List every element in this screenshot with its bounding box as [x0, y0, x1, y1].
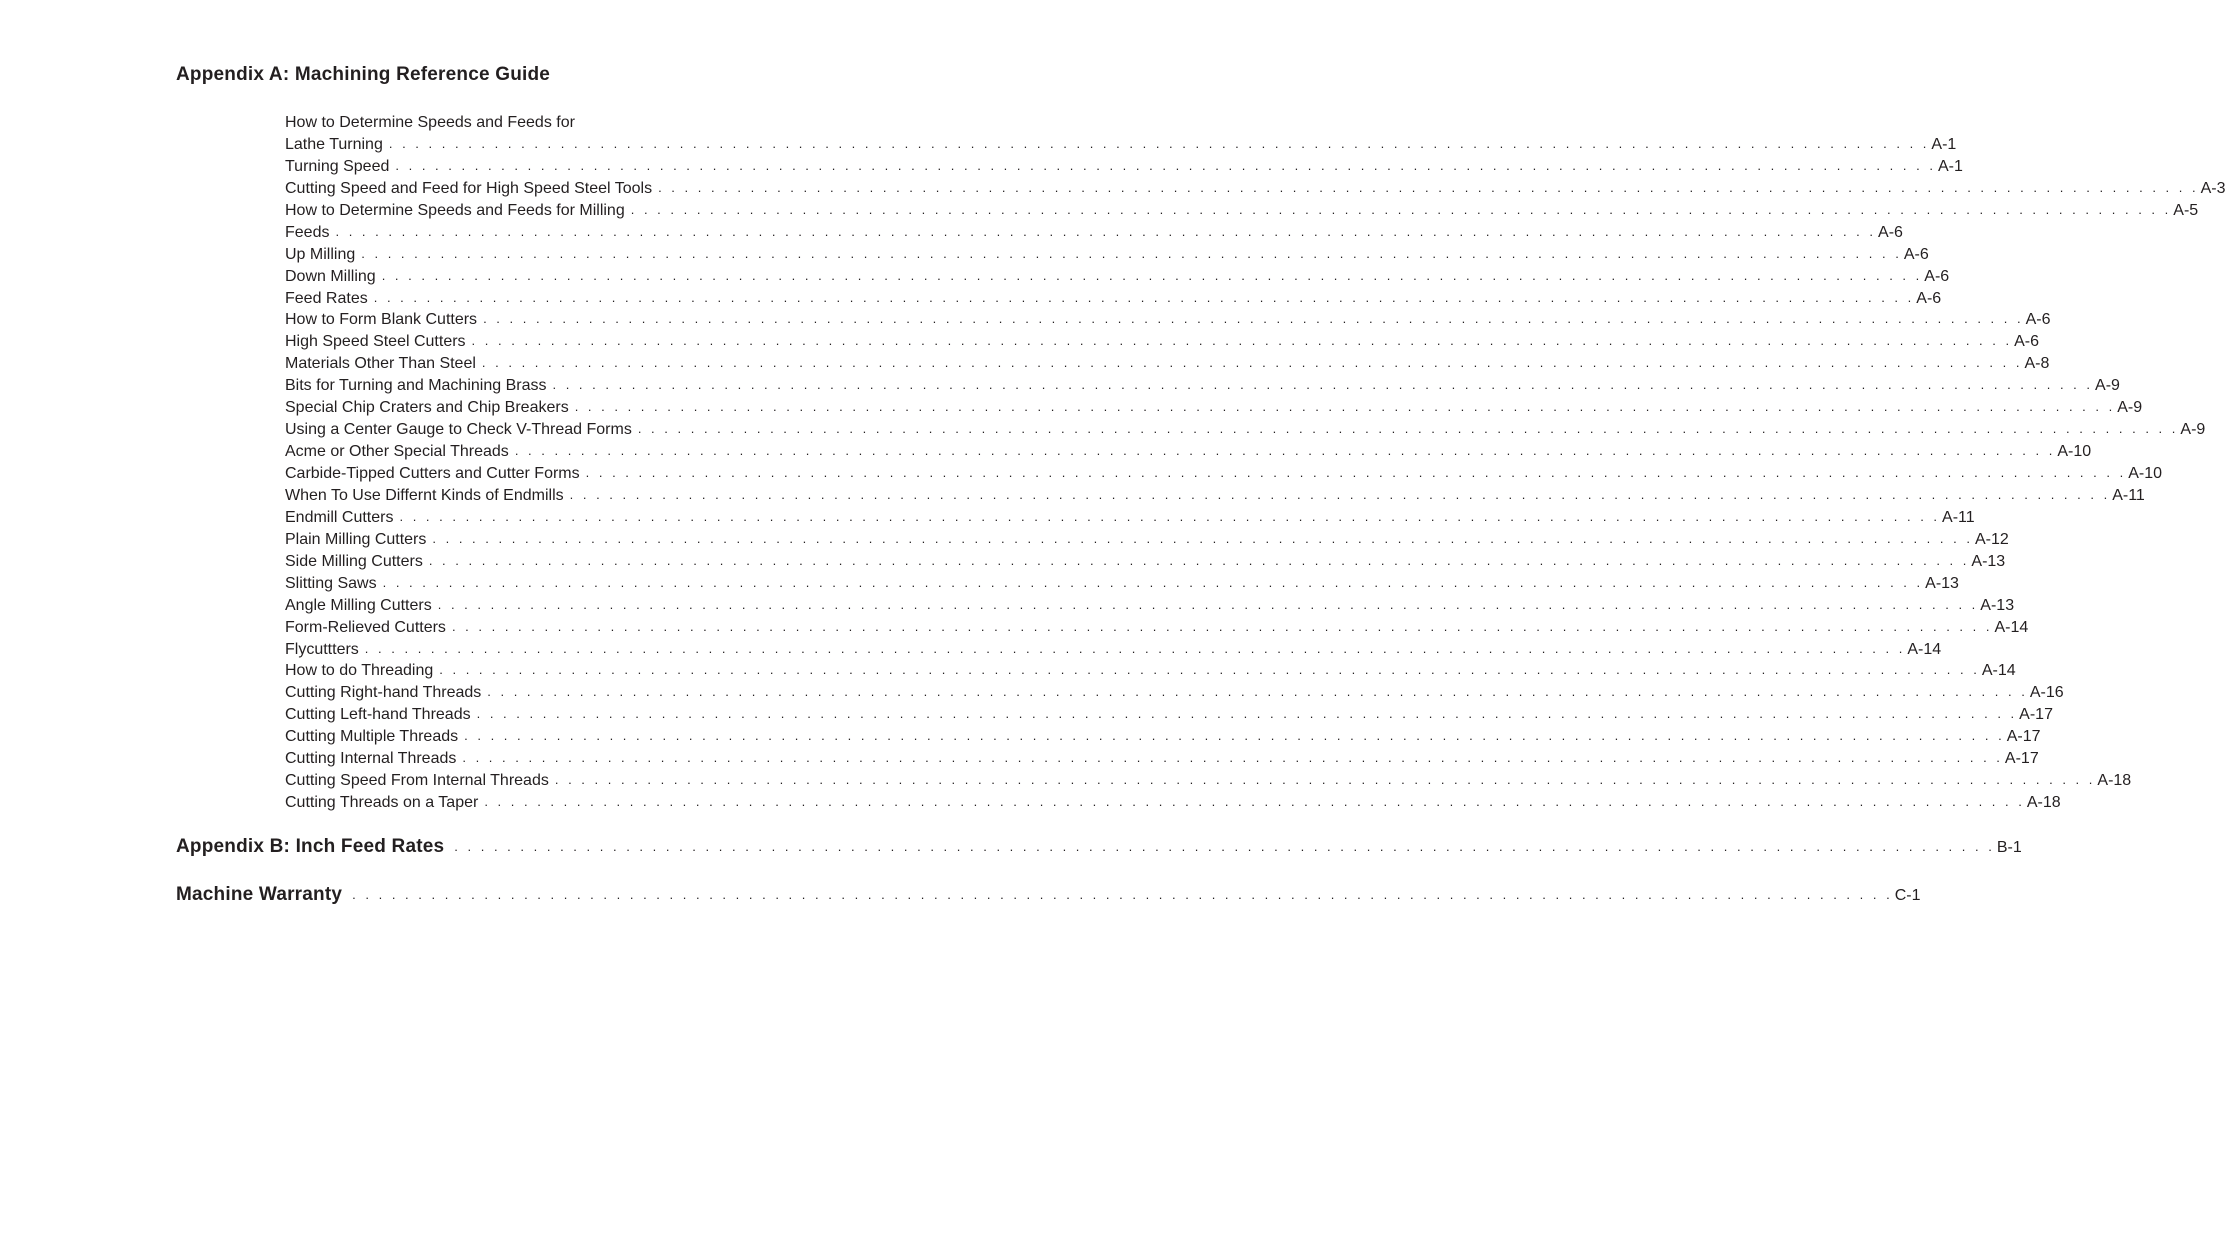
toc-entry-page-number: A-9 [2117, 399, 2143, 417]
toc-entry-page-number: A-9 [2095, 377, 2120, 395]
dot-leader: . . . . . . . . . . . . . . . . . . . . . . . . . . . . . . . . . . . . . . . . . . . . . . . . . . . . . . . . . . . . . . . . . . . . . . . . . . . . . . . . . . . . . . . . . . . . . . . . . . . . . . . . . . . . . . . . . . . . . [574, 399, 2116, 415]
toc-entry[interactable] [285, 748, 2039, 770]
dot-leader: . . . . . . . . . . . . . . . . . . . . . . . . . . . . . . . . . . . . . . . . . . . . . . . . . . . . . . . . . . . . . . . . . . . . . . . . . . . . . . . . . . . . . . . . . . . . . . . . . . . . . . . . . . . . . . . . . . . . . [481, 355, 2023, 371]
dot-leader: . . . . . . . . . . . . . . . . . . . . . . . . . . . . . . . . . . . . . . . . . . . . . . . . . . . . . . . . . . . . . . . . . . . . . . . . . . . . . . . . . . . . . . . . . . . . . . . . . . . . . . . . . . . . . . . . . . . . . [637, 421, 2179, 437]
dot-leader: . . . . . . . . . . . . . . . . . . . . . . . . . . . . . . . . . . . . . . . . . . . . . . . . . . . . . . . . . . . . . . . . . . . . . . . . . . . . . . . . . . . . . . . . . . . . . . . . . . . . . . . . . . . . . . . . . . . . . [552, 377, 2094, 393]
toc-entry[interactable] [285, 244, 1929, 266]
toc-entry-title: Cutting Speed and Feed for High Speed Steel Tools [285, 179, 653, 197]
toc-entry-title: Bits for Turning and Machining Brass [285, 377, 547, 395]
toc-entry-title: Acme or Other Special Threads [285, 443, 509, 461]
toc-entry[interactable] [285, 200, 2199, 222]
dot-leader: . . . . . . . . . . . . . . . . . . . . . . . . . . . . . . . . . . . . . . . . . . . . . . . . . . . . . . . . . . . . . . . . . . . . . . . . . . . . . . . . . . . . . . . . . . . . . . . . . . . . . . . . . . . . . . . . . . . . . [484, 794, 2025, 810]
dot-leader: . . . . . . . . . . . . . . . . . . . . . . . . . . . . . . . . . . . . . . . . . . . . . . . . . . . . . . . . . . . . . . . . . . . . . . . . . . . . . . . . . . . . . . . . . . . . . . . . . . . . . . . . . . . . . . . . . . . . . [487, 684, 2028, 700]
toc-entry-page-number: A-6 [2025, 311, 2051, 329]
appendix-b-heading: Appendix B: Inch Feed Rates [176, 836, 445, 857]
toc-entry-page-number: A-6 [1903, 245, 1929, 263]
toc-entry[interactable] [285, 441, 2092, 463]
toc-entry[interactable] [285, 134, 1957, 156]
dot-leader: . . . . . . . . . . . . . . . . . . . . . . . . . . . . . . . . . . . . . . . . . . . . . . . . . . . . . . . . . . . . . . . . . . . . . . . . . . . . . . . . . . . . . . . . . . . . . . . . . . . . . . . . . . . . . . . . . . . . . [437, 596, 1979, 612]
toc-entry [285, 112, 778, 134]
toc-entry-title: Lathe Turning [285, 135, 383, 153]
toc-entry-title: Special Chip Craters and Chip Breakers [285, 399, 569, 417]
toc-entry[interactable] [285, 419, 2206, 441]
dot-leader: . . . . . . . . . . . . . . . . . . . . . . . . . . . . . . . . . . . . . . . . . . . . . . . . . . . . . . . . . . . . . . . . . . . . . . . . . . . . . . . . . . . . . . . . . . . . . . . . . . . . . . . . . . . . . . . . . . . . . [335, 223, 1877, 239]
appendix-b-toc-entry[interactable] [176, 833, 2022, 861]
toc-entry-title: How to Determine Speeds and Feeds for [285, 114, 575, 131]
dot-leader: . . . . . . . . . . . . . . . . . . . . . . . . . . . . . . . . . . . . . . . . . . . . . . . . . . . . . . . . . . . . . . . . . . . . . . . . . . . . . . . . . . . . . . . . . . . . . . . . . . . . . . . . . . . . . . . . . . . . . [432, 530, 1973, 546]
toc-entry-title: Cutting Threads on a Taper [285, 794, 479, 812]
toc-entry-title: Flycuttters [285, 640, 359, 658]
toc-entry[interactable] [285, 309, 2051, 331]
dot-leader: . . . . . . . . . . . . . . . . . . . . . . . . . . . . . . . . . . . . . . . . . . . . . . . . . . . . . . . . . . . . . . . . . . . . . . . . . . . . . . . . . . . . . . . . . . . . . . . . . . . . . . . . . . . . . . . . . . . . . [352, 887, 1893, 902]
toc-entry-page-number: A-13 [1980, 596, 2015, 614]
toc-entry-page-number: A-10 [2057, 443, 2092, 461]
toc-entry-page-number: A-1 [1931, 135, 1957, 153]
toc-entry-title: Slitting Saws [285, 574, 377, 592]
toc-entry-title: Cutting Internal Threads [285, 750, 457, 768]
toc-entry-page-number: A-17 [2006, 728, 2041, 746]
dot-leader: . . . . . . . . . . . . . . . . . . . . . . . . . . . . . . . . . . . . . . . . . . . . . . . . . . . . . . . . . . . . . . . . . . . . . . . . . . . . . . . . . . . . . . . . . . . . . . . . . . . . . . . . . . . . . . . . . . . . . [483, 311, 2024, 327]
toc-entry-title: Turning Speed [285, 157, 390, 175]
toc-entry-page-number: A-14 [1981, 662, 2016, 680]
dot-leader: . . . . . . . . . . . . . . . . . . . . . . . . . . . . . . . . . . . . . . . . . . . . . . . . . . . . . . . . . . . . . . . . . . . . . . . . . . . . . . . . . . . . . . . . . . . . . . . . . . . . . . . . . . . . . . . . . . . . . [554, 772, 2096, 788]
dot-leader: . . . . . . . . . . . . . . . . . . . . . . . . . . . . . . . . . . . . . . . . . . . . . . . . . . . . . . . . . . . . . . . . . . . . . . . . . . . . . . . . . . . . . . . . . . . . . . . . . . . . . . . . . . . . . . . . . . . . . [381, 267, 1923, 283]
dot-leader: . . . . . . . . . . . . . . . . . . . . . . . . . . . . . . . . . . . . . . . . . . . . . . . . . . . . . . . . . . . . . . . . . . . . . . . . . . . . . . . . . . . . . . . . . . . . . . . . . . . . . . . . . . . . . . . . . . . . . [428, 552, 1970, 568]
dot-leader: . . . . . . . . . . . . . . . . . . . . . . . . . . . . . . . . . . . . . . . . . . . . . . . . . . . . . . . . . . . . . . . . . . . . . . . . . . . . . . . . . . . . . . . . . . . . . . . . . . . . . . . . . . . . . . . . . . . . . [364, 640, 1906, 656]
toc-entry-title: Feeds [285, 223, 330, 241]
toc-entry[interactable] [285, 660, 2016, 682]
appendix-a-heading: Appendix A: Machining Reference Guide [176, 64, 551, 85]
toc-entry-page-number: A-14 [1994, 618, 2029, 636]
toc-entry-title: Plain Milling Cutters [285, 530, 427, 548]
toc-entry-title: High Speed Steel Cutters [285, 333, 466, 351]
toc-entry[interactable] [285, 639, 1942, 661]
toc-entry-title: Cutting Multiple Threads [285, 728, 459, 746]
dot-leader: . . . . . . . . . . . . . . . . . . . . . . . . . . . . . . . . . . . . . . . . . . . . . . . . . . . . . . . . . . . . . . . . . . . . . . . . . . . . . . . . . . . . . . . . . . . . . . . . . . . . . . . . . . . . . . . . . . . . . [454, 839, 1995, 854]
toc-entry[interactable] [285, 704, 2053, 726]
dot-leader: . . . . . . . . . . . . . . . . . . . . . . . . . . . . . . . . . . . . . . . . . . . . . . . . . . . . . . . . . . . . . . . . . . . . . . . . . . . . . . . . . . . . . . . . . . . . . . . . . . . . . . . . . . . . . . . . . . . . . [630, 201, 2172, 217]
toc-entry-title: Feed Rates [285, 289, 368, 307]
toc-entry-page-number: A-9 [2180, 421, 2206, 439]
toc-entry[interactable] [285, 156, 1963, 178]
toc-entry[interactable] [285, 792, 2061, 814]
toc-entry-title: When To Use Differnt Kinds of Endmills [285, 486, 564, 504]
toc-entry[interactable] [285, 353, 2050, 375]
appendix-a-toc-list [285, 112, 2226, 814]
toc-entry-title: Endmill Cutters [285, 508, 394, 526]
toc-entry-page-number: A-6 [1916, 289, 1942, 307]
dot-leader: . . . . . . . . . . . . . . . . . . . . . . . . . . . . . . . . . . . . . . . . . . . . . . . . . . . . . . . . . . . . . . . . . . . . . . . . . . . . . . . . . . . . . . . . . . . . . . . . . . . . . . . . . . . . . . . . . . . . . [585, 465, 2127, 480]
toc-entry-page-number: A-12 [1974, 530, 2009, 548]
toc-entry-page-number: A-11 [1942, 508, 1975, 526]
toc-entry-title: How to do Threading [285, 662, 434, 680]
dot-leader: . . . . . . . . . . . . . . . . . . . . . . . . . . . . . . . . . . . . . . . . . . . . . . . . . . . . . . . . . . . . . . . . . . . . . . . . . . . . . . . . . . . . . . . . . . . . . . . . . . . . . . . . . . . . . . . . . . . . . [395, 157, 1936, 173]
toc-entry-title: Cutting Speed From Internal Threads [285, 772, 549, 790]
toc-entry-page-number: A-6 [1878, 223, 1903, 241]
toc-entry-page-number: A-8 [2024, 355, 2050, 373]
toc-entry-page-number: A-6 [2014, 333, 2040, 351]
toc-entry-title: Angle Milling Cutters [285, 596, 432, 614]
dot-leader: . . . . . . . . . . . . . . . . . . . . . . . . . . . . . . . . . . . . . . . . . . . . . . . . . . . . . . . . . . . . . . . . . . . . . . . . . . . . . . . . . . . . . . . . . . . . . . . . . . . . . . . . . . . . . . . . . . . . . [451, 618, 1993, 634]
toc-entry-page-number: A-3 [2200, 179, 2226, 197]
toc-entry-page-number: A-10 [2128, 465, 2162, 482]
toc-entry[interactable] [285, 397, 2143, 419]
toc-entry[interactable] [285, 617, 2029, 639]
dot-leader: . . . . . . . . . . . . . . . . . . . . . . . . . . . . . . . . . . . . . . . . . . . . . . . . . . . . . . . . . . . . . . . . . . . . . . . . . . . . . . . . . . . . . . . . . . . . . . . . . . . . . . . . . . . . . . . . . . . . . [658, 179, 2199, 195]
machine-warranty-heading: Machine Warranty [176, 884, 343, 905]
dot-leader: . . . . . . . . . . . . . . . . . . . . . . . . . . . . . . . . . . . . . . . . . . . . . . . . . . . . . . . . . . . . . . . . . . . . . . . . . . . . . . . . . . . . . . . . . . . . . . . . . . . . . . . . . . . . . . . . . . . . . [382, 574, 1924, 590]
dot-leader: . . . . . . . . . . . . . . . . . . . . . . . . . . . . . . . . . . . . . . . . . . . . . . . . . . . . . . . . . . . . . . . . . . . . . . . . . . . . . . . . . . . . . . . . . . . . . . . . . . . . . . . . . . . . . . . . . . . . . [361, 245, 1902, 261]
toc-entry-page-number: A-16 [2029, 684, 2064, 702]
toc-entry[interactable] [285, 463, 2162, 485]
dot-leader: . . . . . . . . . . . . . . . . . . . . . . . . . . . . . . . . . . . . . . . . . . . . . . . . . . . . . . . . . . . . . . . . . . . . . . . . . . . . . . . . . . . . . . . . . . . . . . . . . . . . . . . . . . . . . . . . . . . . . [514, 443, 2056, 459]
toc-entry-title: How to Form Blank Cutters [285, 311, 478, 329]
toc-entry[interactable] [285, 573, 1959, 595]
toc-entry[interactable] [285, 288, 1942, 310]
dot-leader: . . . . . . . . . . . . . . . . . . . . . . . . . . . . . . . . . . . . . . . . . . . . . . . . . . . . . . . . . . . . . . . . . . . . . . . . . . . . . . . . . . . . . . . . . . . . . . . . . . . . . . . . . . . . . . . . . . . . . [399, 508, 1941, 524]
toc-entry[interactable] [285, 726, 2041, 748]
toc-entry-title: Down Milling [285, 267, 376, 285]
toc-entry-page-number: A-18 [2097, 772, 2132, 790]
toc-entry-page-number: A-11 [2112, 486, 2145, 504]
appendix-b-page-number: B-1 [1996, 839, 2022, 856]
toc-entry[interactable] [285, 595, 2015, 617]
toc-entry-title: Carbide-Tipped Cutters and Cutter Forms [285, 465, 580, 482]
toc-entry[interactable] [285, 331, 2040, 353]
toc-entry-page-number: A-18 [2026, 794, 2061, 812]
toc-entry-page-number: A-14 [1907, 640, 1942, 658]
toc-entry-page-number: A-13 [1925, 574, 1959, 592]
dot-leader: . . . . . . . . . . . . . . . . . . . . . . . . . . . . . . . . . . . . . . . . . . . . . . . . . . . . . . . . . . . . . . . . . . . . . . . . . . . . . . . . . . . . . . . . . . . . . . . . . . . . . . . . . . . . . . . . . . . . . [439, 662, 1980, 678]
toc-entry-page-number: A-5 [2173, 201, 2199, 219]
toc-entry-page-number: A-17 [2004, 750, 2039, 768]
toc-entry-page-number: A-17 [2019, 706, 2053, 724]
toc-entry[interactable] [285, 551, 2006, 573]
toc-entry[interactable] [285, 770, 2132, 792]
toc-entry[interactable] [285, 375, 2120, 397]
toc-entry-title: Cutting Left-hand Threads [285, 706, 471, 724]
toc-entry[interactable] [285, 222, 1903, 244]
toc-entry-page-number: A-1 [1937, 157, 1963, 175]
dot-leader: . . . . . . . . . . . . . . . . . . . . . . . . . . . . . . . . . . . . . . . . . . . . . . . . . . . . . . . . . . . . . . . . . . . . . . . . . . . . . . . . . . . . . . . . . . . . . . . . . . . . . . . . . . . . . . . . . . . . . [462, 750, 2003, 766]
dot-leader: . . . . . . . . . . . . . . . . . . . . . . . . . . . . . . . . . . . . . . . . . . . . . . . . . . . . . . . . . . . . . . . . . . . . . . . . . . . . . . . . . . . . . . . . . . . . . . . . . . . . . . . . . . . . . . . . . . . . . [464, 728, 2005, 744]
machine-warranty-page-number: C-1 [1894, 887, 1921, 904]
toc-entry-title: Up Milling [285, 245, 356, 263]
dot-leader: . . . . . . . . . . . . . . . . . . . . . . . . . . . . . . . . . . . . . . . . . . . . . . . . . . . . . . . . . . . . . . . . . . . . . . . . . . . . . . . . . . . . . . . . . . . . . . . . . . . . . . . . . . . . . . . . . . . . . [471, 333, 2013, 349]
toc-entry-title: Form-Relieved Cutters [285, 618, 446, 636]
toc-entry-title: Using a Center Gauge to Check V-Thread Forms [285, 421, 632, 439]
toc-entry[interactable] [285, 529, 2009, 551]
toc-entry-page-number: A-6 [1924, 267, 1950, 285]
toc-entry[interactable] [285, 485, 2145, 507]
machine-warranty-toc-entry[interactable] [176, 881, 1921, 909]
dot-leader: . . . . . . . . . . . . . . . . . . . . . . . . . . . . . . . . . . . . . . . . . . . . . . . . . . . . . . . . . . . . . . . . . . . . . . . . . . . . . . . . . . . . . . . . . . . . . . . . . . . . . . . . . . . . . . . . . . . . . [476, 706, 2018, 722]
toc-entry-title: Side Milling Cutters [285, 552, 423, 570]
toc-entry[interactable] [285, 178, 2226, 200]
toc-entry-title: Materials Other Than Steel [285, 355, 476, 373]
toc-entry[interactable] [285, 682, 2064, 704]
toc-entry-title: How to Determine Speeds and Feeds for Milling [285, 201, 625, 219]
toc-entry-page-number: A-13 [1971, 552, 2006, 570]
toc-entry[interactable] [285, 507, 1975, 529]
dot-leader: . . . . . . . . . . . . . . . . . . . . . . . . . . . . . . . . . . . . . . . . . . . . . . . . . . . . . . . . . . . . . . . . . . . . . . . . . . . . . . . . . . . . . . . . . . . . . . . . . . . . . . . . . . . . . . . . . . . . . [388, 135, 1930, 151]
dot-leader: . . . . . . . . . . . . . . . . . . . . . . . . . . . . . . . . . . . . . . . . . . . . . . . . . . . . . . . . . . . . . . . . . . . . . . . . . . . . . . . . . . . . . . . . . . . . . . . . . . . . . . . . . . . . . . . . . . . . . [373, 289, 1915, 305]
toc-entry[interactable] [285, 266, 1950, 288]
toc-entry-title: Cutting Right-hand Threads [285, 684, 482, 702]
dot-leader: . . . . . . . . . . . . . . . . . . . . . . . . . . . . . . . . . . . . . . . . . . . . . . . . . . . . . . . . . . . . . . . . . . . . . . . . . . . . . . . . . . . . . . . . . . . . . . . . . . . . . . . . . . . . . . . . . . . . . [569, 486, 2111, 502]
